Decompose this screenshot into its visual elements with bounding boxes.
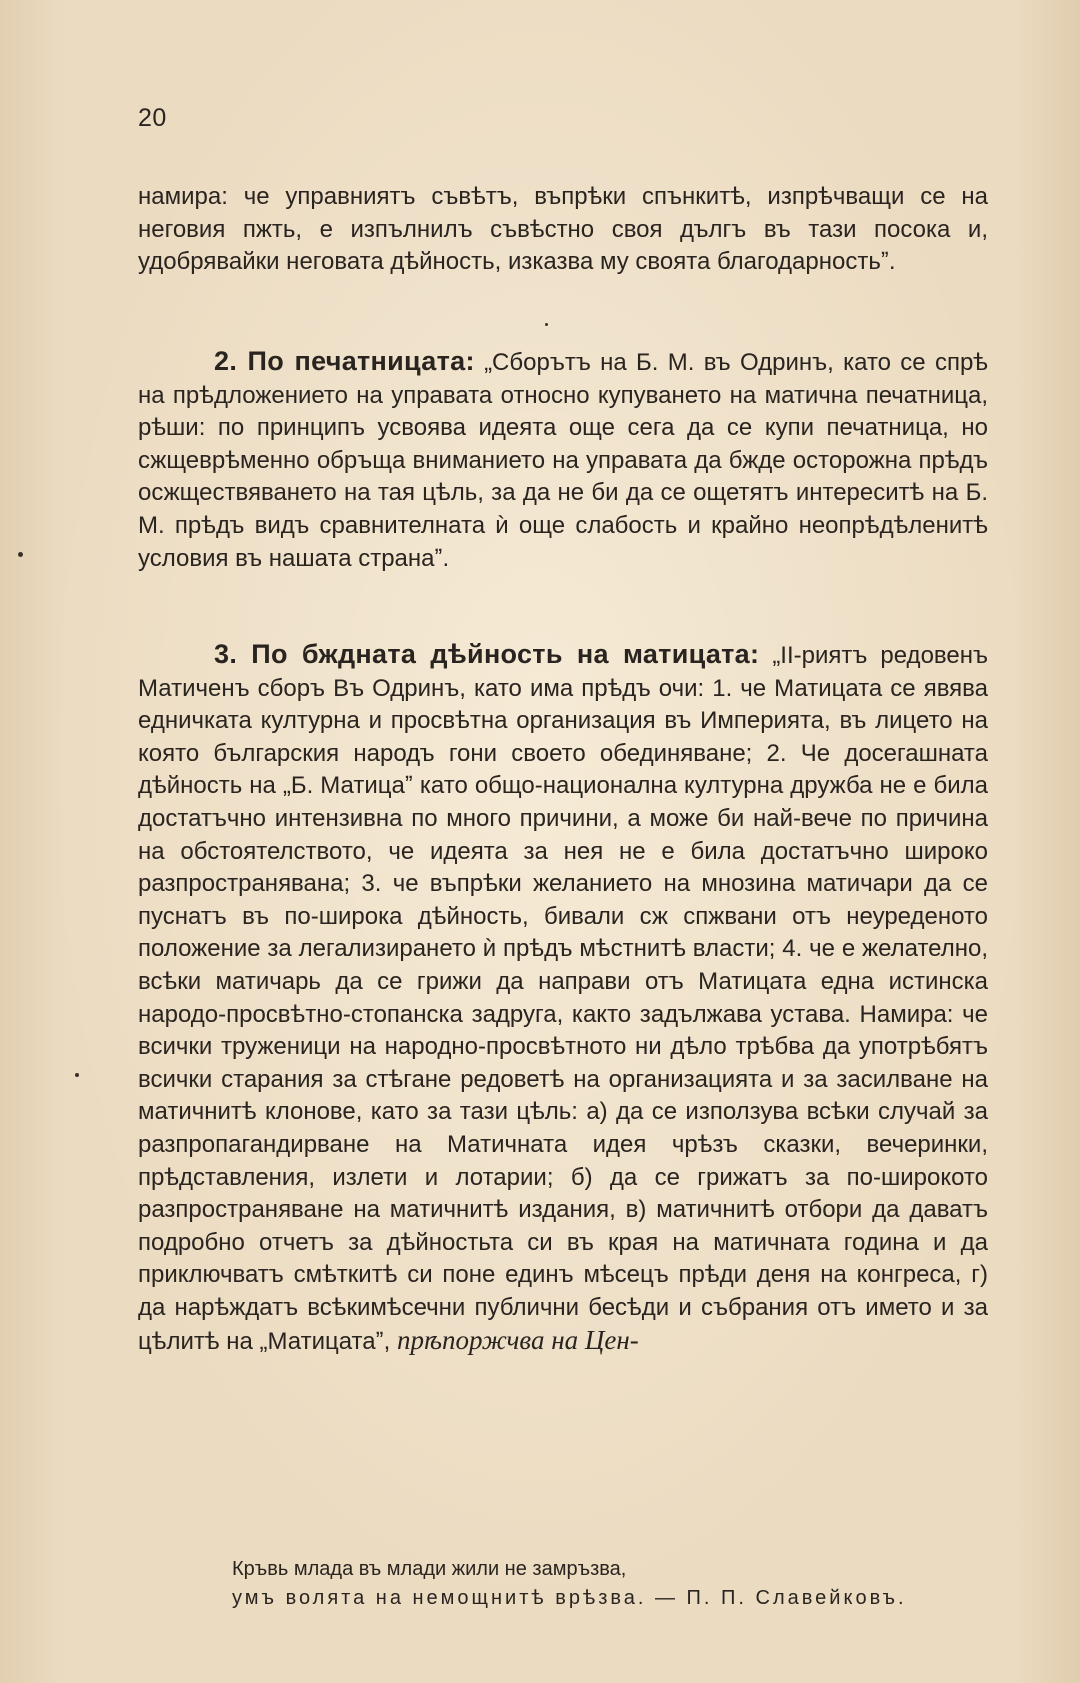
section-heading: 3. По бждната дѣйность на матицата: [214, 639, 760, 669]
section-printing [138, 345, 988, 575]
ink-speck [18, 552, 23, 557]
section-future-activity [138, 638, 988, 1359]
page-number: 20 [138, 104, 167, 132]
footer-quote-line-attribution: умъ волята на немощнитѣ врѣзва. — П. П. Славейковъ. [232, 1587, 907, 1609]
section-text: „II-риятъ редовенъ Матиченъ сборъ Въ Одринъ, като има прѣдъ очи: 1. че Матицата се явява едничката културна и просвѣтна организация въ Империята, въ лицето на която българския народъ гони своето обединяване; 2. Че досегашната дѣйность на „Б. Матицаˮ като общо-национална културна дружба не е била достатъчно интензивна по много причини, а може би най-вече по причина на обстоятелството, че идеята за нея не е била достатъчно широко разпространявана; 3. че въпрѣки желанието на мнозина матичари да се пуснатъ въ по-широка дѣйность, бивали сж спжвани отъ неуреденото положение за легализирането ѝ прѣдъ мѣстнитѣ власти; 4. че е желателно, всѣки матичарь да се грижи да направи отъ Матицата една истинска народо-просвѣтно-стопанска задруга, както задължава устава. Намира: че всички труженици на народно-просвѣтното ни дѣло трѣбва да употрѣбятъ всички старания за стѣгане редоветѣ на организацията и за засилване на матичнитѣ клонове, като за тази цѣль: а) да се използува всѣки случай за разпропагандирване на Матичната идея чрѣзъ сказки, вечеринки, прѣдставления, излети и лотарии; б) да се грижатъ за по-широкото разпространяване на матичнитѣ издания, в) матичнитѣ отбори да даватъ подробно отчетъ за дѣйностьта си въ края на матичната година и да приключватъ смѣткитѣ си поне единъ мѣсецъ прѣди деня на конгреса, г) да нарѣждатъ всѣкимѣсечни публични бесѣди и събрания отъ името и за цѣлитѣ на „Матицатаˮ, [138, 642, 988, 1356]
section-text: „Сборътъ на Б. М. въ Одринъ, като се спрѣ на прѣдложението на управата относно купуването на матична печатница, рѣши: по принципъ усвоява идеята още сега да се купи печатница, но сжщеврѣменно обръща вниманието на управата да бжде осторожна прѣдъ осжществяването на тая цѣль, за да не би да се ощетятъ интереситѣ на Б. М. прѣдъ видъ сравнителната ѝ още слабость и крайно неопрѣдѣленитѣ условия въ нашата странаˮ. [138, 349, 989, 572]
section-heading: 2. По печатницата: [214, 346, 475, 376]
ink-speck [545, 323, 548, 326]
footer-quote [232, 1555, 992, 1613]
section-italic-continuation: прѣпоржчва на Цен- [396, 1325, 639, 1356]
footer-quote-line: Кръвь млада въ млади жили не замръзва, [232, 1558, 627, 1580]
intro-paragraph: намира: че управниятъ съвѣтъ, въпрѣки спънкитѣ, изпрѣчващи се на неговия пжть, е изпълнилъ съвѣстно своя дългъ въ тази посока и, удобрявайки неговата дѣйность, изказва му своята благодарностьˮ. [138, 183, 988, 276]
ink-speck [75, 1073, 79, 1077]
